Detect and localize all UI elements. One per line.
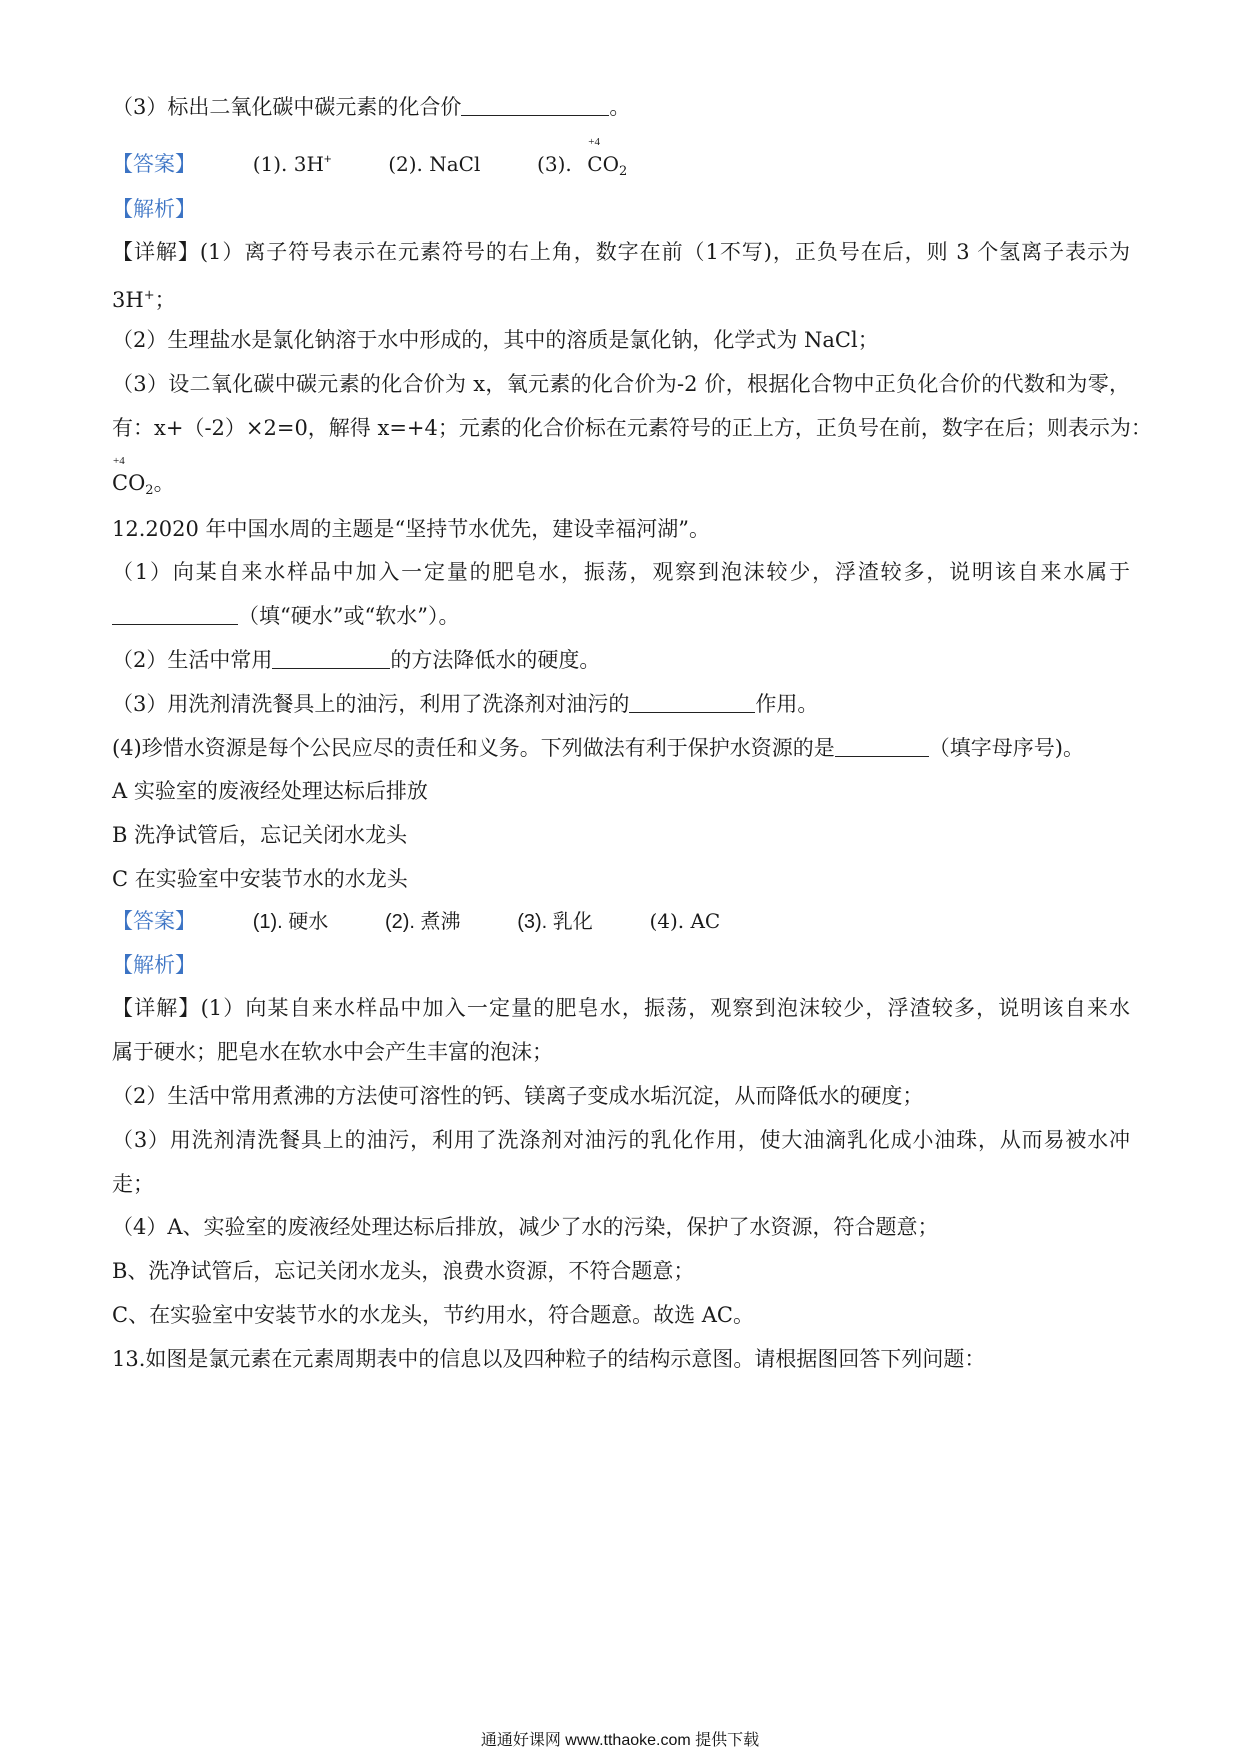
detail12-line2: 属于硬水；肥皂水在软水中会产生丰富的泡沫；: [112, 1040, 553, 1064]
answer-item-2: (2). 煮沸: [384, 909, 461, 933]
co2-formula: +4 $CO_2$: [587, 136, 628, 179]
analysis-label: 【解析】: [112, 197, 196, 221]
answer-blank[interactable]: [629, 690, 755, 713]
detail12-line3: （2）生活中常用煮沸的方法使可溶性的钙、镁离子变成水垢沉淀，从而降低水的硬度；: [112, 1084, 924, 1108]
answer-label: 【答案】: [112, 152, 196, 176]
detail12-line7: B、洗净试管后，忘记关闭水龙头，浪费水资源，不符合题意；: [112, 1259, 695, 1283]
co2-formula: +4 $CO_2$: [112, 455, 154, 498]
q12-option-a: A 实验室的废液经处理达标后排放: [112, 779, 428, 803]
answer-item-1: (1). 硬水: [252, 909, 329, 933]
answer-blank[interactable]: [835, 734, 929, 757]
detail12-line6: （4）A、实验室的废液经处理达标后排放，减少了水的污染，保护了水资源，符合题意；: [112, 1215, 939, 1239]
answer-row-12: [112, 906, 1130, 937]
q12-option-b: B 洗净试管后，忘记关闭水龙头: [112, 823, 408, 847]
answer-item-3: (3). 乳化: [517, 909, 593, 933]
q12-part1: （1）向某自来水样品中加入一定量的肥皂水，振荡，观察到泡沫较少，浮渣较多，说明该自来水属于: [112, 560, 1130, 584]
detail12-line5: 走；: [112, 1172, 154, 1196]
q12-part1b: （填“硬水”或“软水”）。: [112, 601, 1130, 631]
answer-label: 【答案】: [112, 909, 196, 933]
q12-option-c: C 在实验室中安装节水的水龙头: [112, 867, 408, 891]
answer-item-1: (1). 3H+: [252, 151, 332, 176]
detail11-line3: （2）生理盐水是氯化钠溶于水中形成的，其中的溶质是氯化钠，化学式为 NaCl；: [112, 328, 879, 352]
q12-part3: （3）用洗剂清洗餐具上的油污，利用了洗涤剂对油污的 作用。: [112, 692, 819, 716]
answer-item-3: (3). +4 $CO_2$: [537, 154, 627, 176]
detail11-line4: （3）设二氧化碳中碳元素的化合价为 x，氧元素的化合价为-2 价，根据化合物中正负化合价的代数和为零，: [112, 372, 1130, 396]
q12-part4: (4)珍惜水资源是每个公民应尽的责任和义务。下列做法有利于保护水资源的是 （填字母序号)。: [112, 736, 1084, 760]
detail11-line5: 有：x+（-2）×2=0，解得 x=+4；元素的化合价标在元素符号的正上方，正负号在前，数字在后；则表示为：: [112, 416, 1152, 440]
answer-item-2: (2). NaCl: [388, 152, 481, 176]
answer-blank[interactable]: [461, 93, 609, 116]
answer-blank[interactable]: [112, 602, 238, 625]
q12-title: 12.2020 年中国水周的主题是“坚持节水优先，建设幸福河湖”。: [112, 517, 710, 541]
answer-blank[interactable]: [272, 646, 390, 669]
answer-item-4: (4). AC: [649, 909, 721, 933]
q13-title: 13.如图是氯元素在元素周期表中的信息以及四种粒子的结构示意图。请根据图回答下列问题：: [112, 1347, 986, 1371]
q11-part3: （3）标出二氧化碳中碳元素的化合价 。: [112, 95, 631, 119]
q12-part2: （2）生活中常用 的方法降低水的硬度。: [112, 648, 601, 672]
detail12-line1: 【详解】(1）向某自来水样品中加入一定量的肥皂水，振荡，观察到泡沫较少，浮渣较多，说明该自来水: [112, 996, 1130, 1020]
detail11-line1: 【详解】(1）离子符号表示在元素符号的右上角，数字在前（1不写)，正负号在后，则 3 个氢离子表示为: [112, 240, 1130, 264]
detail12-line8: C、在实验室中安装节水的水龙头，节约用水，符合题意。故选 AC。: [112, 1303, 754, 1327]
detail12-line4: （3）用洗剂清洗餐具上的油污，利用了洗涤剂对油污的乳化作用，使大油滴乳化成小油珠，从而易被水冲: [112, 1128, 1130, 1152]
detail11-line6: +4 $CO_2$。: [112, 468, 1130, 506]
detail11-line2: 3H+；: [112, 288, 176, 312]
answer-row-11: [112, 136, 1130, 187]
page-footer: 通通好课网 www.tthaoke.com 提供下载: [480, 1732, 760, 1749]
analysis-label: 【解析】: [112, 953, 196, 977]
